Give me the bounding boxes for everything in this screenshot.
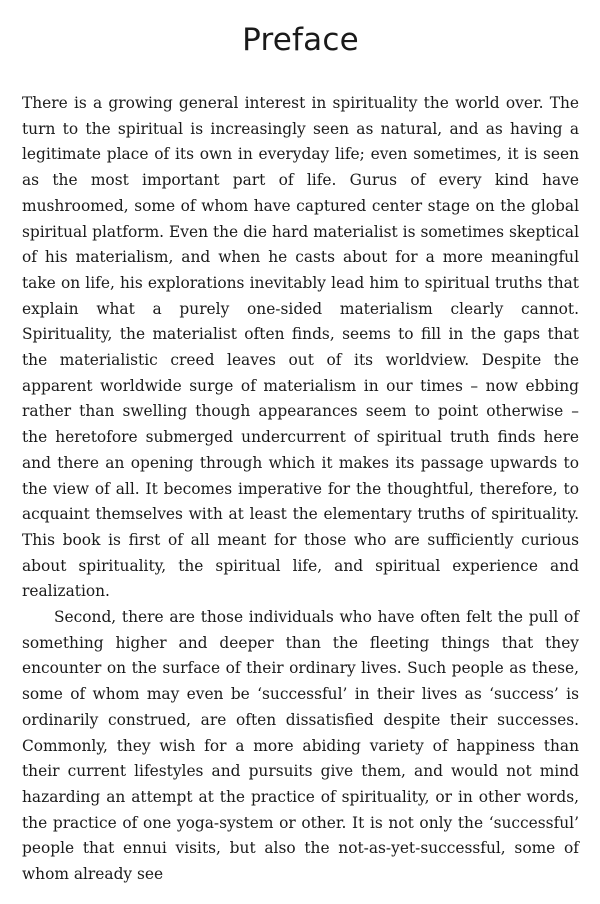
preface-body (22, 91, 579, 888)
paragraph-2: Second, there are those individuals who have often felt the pull of something higher and deeper than the fleeting things that they encounter on the surface of their ordinary lives. Such people as these, some of whom may even be ‘successful’ in their lives as ‘success’ is ordinarily construed, are often dissatisfied despite their successes. Commonly, they wish for a more abiding variety of happiness than their current lifestyles and pursuits give them, and would not mind hazarding an attempt at the practice of spirituality, or in other words, the practice of one yoga-system or other. It is not only the ‘successful’ people that ennui visits, but also the not-as-yet-successful, some of whom already see (22, 608, 579, 884)
page-title: Preface (242, 22, 359, 58)
paragraph-1: There is a growing general interest in spirituality the world over. The turn to the spiritual is increasingly seen as natural, and as having a legitimate place of its own in everyday life; even sometimes, it is seen as the most important part of life. Gurus of every kind have mushroomed, some of whom have captured center stage on the global spiritual platform. Even the die hard materialist is sometimes skeptical of his materialism, and when he casts about for a more meaningful take on life, his explorations inevitably lead him to spiritual truths that explain what a purely one-sided materialism clearly cannot. Spirituality, the materialist often finds, seems to fill in the gaps that the materialistic creed leaves out of its worldview. Despite the apparent worldwide surge of materialism in our times – now ebbing rather than swelling though appearances seem to point otherwise – the heretofore submerged undercurrent of spiritual truth finds here and there an opening through which it makes its passage upwards to the view of all. It becomes imperative for the thoughtful, therefore, to acquaint themselves with at least the elementary truths of spirituality. This book is first of all meant for those who are sufficiently curious about spirituality, the spiritual life, and spiritual experience and realization. (22, 94, 579, 601)
